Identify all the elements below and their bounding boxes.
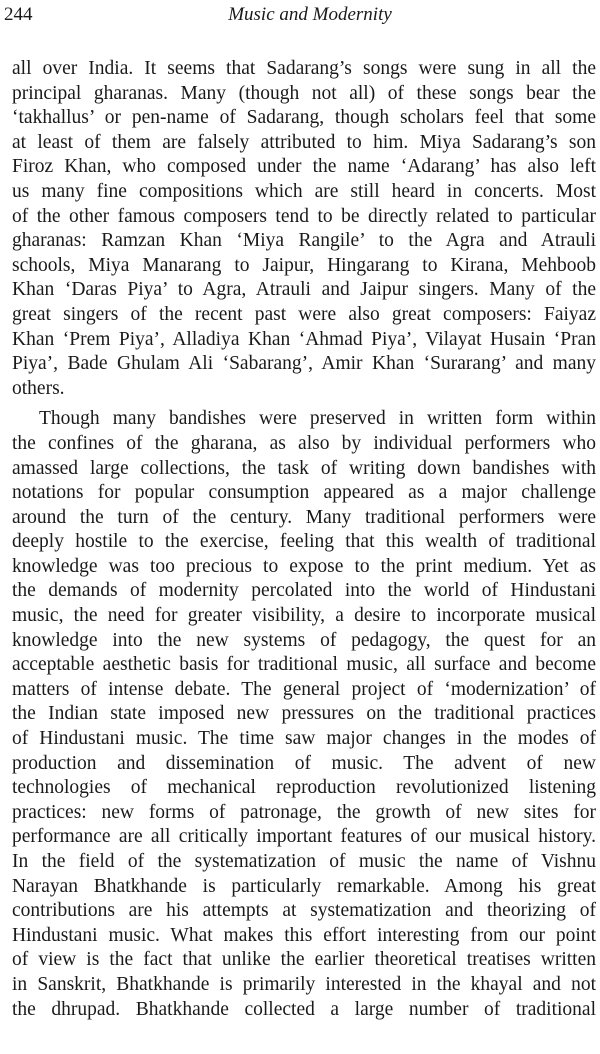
- text-line: schools, Miya Manarang to Jaipur, Hingarang to Kirana, Mehboob: [12, 254, 596, 276]
- text-line: technologies of mechanical reproduction revolutionized listening: [12, 777, 596, 799]
- text-line: all over India. It seems that Sadarang’s songs were sung in all the: [12, 58, 596, 79]
- paragraph-1: [12, 57, 596, 401]
- text-line: Narayan Bhatkhande is particularly remarkable. Among his great: [12, 875, 596, 897]
- text-line: of Hindustani music. The time saw major changes in the modes of: [12, 728, 596, 750]
- text-line: Khan ‘Daras Piya’ to Agra, Atrauli and Jaipur singers. Many of the: [12, 279, 596, 301]
- text-line: the confines of the gharana, as also by individual performers who: [12, 432, 596, 454]
- paragraph-2: [12, 407, 596, 1022]
- text-line: Khan ‘Prem Piya’, Alladiya Khan ‘Ahmad Piya’, Vilayat Husain ‘Pran: [12, 328, 596, 350]
- page-header: [4, 2, 596, 28]
- text-line: amassed large collections, the task of writing down bandishes with: [12, 457, 596, 479]
- text-line: in Sanskrit, Bhatkhande is primarily interested in the khayal and not: [12, 973, 596, 995]
- text-line: deeply hostile to the exercise, feeling that this wealth of traditional: [12, 531, 596, 553]
- text-line: notations for popular consumption appeared as a major challenge: [12, 482, 596, 504]
- text-line: practices: new forms of patronage, the growth of new sites for: [12, 801, 596, 823]
- text-line: production and dissemination of music. The advent of new: [12, 752, 596, 774]
- running-head: Music and Modernity: [228, 4, 392, 25]
- text-line: principal gharanas. Many (though not all) of these songs bear the: [12, 82, 596, 104]
- text-line: of the other famous composers tend to be directly related to particular: [12, 205, 596, 227]
- text-line: matters of intense debate. The general project of ‘modernization’ of: [12, 678, 596, 700]
- text-line: others.: [12, 377, 65, 399]
- text-line: knowledge was too precious to expose to the print medium. Yet as: [12, 555, 596, 577]
- text-line: of view is the fact that unlike the earlier theoretical treatises written: [12, 949, 596, 971]
- text-line: Hindustani music. What makes this effort interesting from our point: [12, 924, 596, 946]
- body-text: [12, 57, 596, 1022]
- page-number: 244: [4, 4, 33, 25]
- text-line: gharanas: Ramzan Khan ‘Miya Rangile’ to the Agra and Atrauli: [12, 230, 596, 252]
- text-line: music, the need for greater visibility, a desire to incorporate musical: [12, 605, 596, 627]
- text-line: great singers of the recent past were also great composers: Faiyaz: [12, 303, 596, 325]
- text-line: at least of them are falsely attributed to him. Miya Sadarang’s son: [12, 131, 596, 153]
- text-line: Though many bandishes were preserved in written form within: [39, 408, 596, 430]
- text-line: the Indian state imposed new pressures on the traditional practices: [12, 703, 596, 725]
- text-line: the demands of modernity percolated into the world of Hindustani: [12, 580, 596, 602]
- text-line: us many fine compositions which are still heard in concerts. Most: [12, 180, 596, 202]
- text-line: Piya’, Bade Ghulam Ali ‘Sabarang’, Amir Khan ‘Surarang’ and many: [12, 353, 596, 375]
- text-line: knowledge into the new systems of pedagogy, the quest for an: [12, 629, 596, 651]
- text-line: In the field of the systematization of music the name of Vishnu: [12, 851, 596, 872]
- text-line: acceptable aesthetic basis for traditional music, all surface and become: [12, 654, 596, 676]
- text-line: contributions are his attempts at systematization and theorizing of: [12, 900, 596, 922]
- text-line: the dhrupad. Bhatkhande collected a large number of traditional: [12, 998, 596, 1020]
- text-line: around the turn of the century. Many traditional performers were: [12, 506, 596, 528]
- text-line: ‘takhallus’ or pen-name of Sadarang, though scholars feel that some: [12, 107, 596, 129]
- text-line: performance are all critically important features of our musical history.: [12, 826, 596, 848]
- text-line: Firoz Khan, who composed under the name ‘Adarang’ has also left: [12, 156, 596, 178]
